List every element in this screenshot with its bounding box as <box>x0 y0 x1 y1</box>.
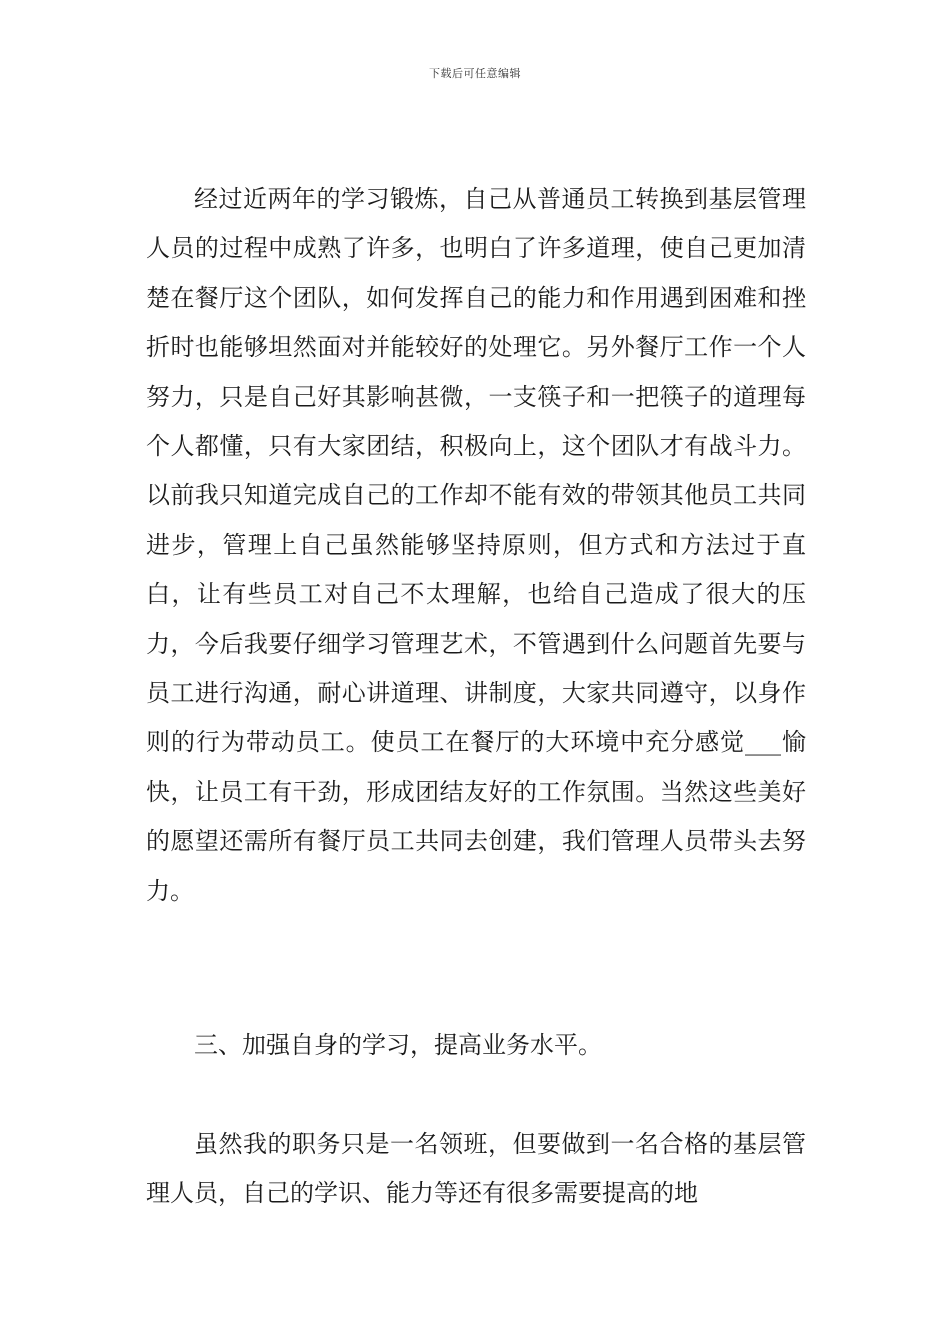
body-paragraph: 经过近两年的学习锻炼，自己从普通员工转换到基层管理人员的过程中成熟了许多，也明白了许多道理，使自己更加清楚在餐厅这个团队，如何发挥自己的能力和作用遇到困难和挫折时也能够坦然面对并能较好的处理它。另外餐厅工作一个人努力，只是自己好其影响甚微，一支筷子和一把筷子的道理每个人都懂，只有大家团结，积极向上，这个团队才有战斗力。以前我只知道完成自己的工作却不能有效的带领其他员工共同进步，管理上自己虽然能够坚持原则，但方式和方法过于直白，让有些员工对自己不太理解，也给自己造成了很大的压力，今后我要仔细学习管理艺术，不管遇到什么问题首先要与员工进行沟通，耐心讲道理、讲制度，大家共同遵守，以身作则的行为带动员工。使员工在餐厅的大环境中充分感觉___愉快，让员工有干劲，形成团结友好的工作氛围。当然这些美好的愿望还需所有餐厅员工共同去创建，我们管理人员带头去努力。 <box>146 185 806 905</box>
page-header: 下载后可任意编辑 <box>429 67 521 80</box>
section-heading: 三、加强自身的学习，提高业务水平。 <box>194 1031 602 1059</box>
body-paragraph: 虽然我的职务只是一名领班，但要做到一名合格的基层管理人员，自己的学识、能力等还有很多需要提高的地 <box>146 1130 806 1208</box>
